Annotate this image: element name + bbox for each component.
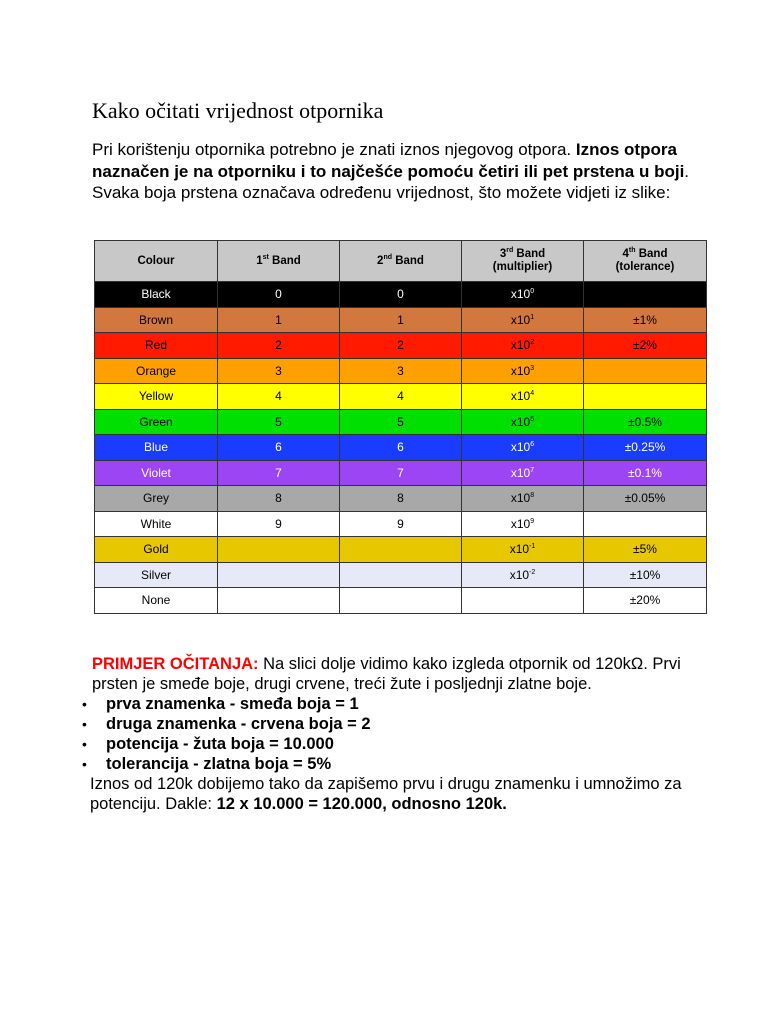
intro-text: Pri korištenju otpornika potrebno je znati iznos njegovog otpora. — [92, 140, 572, 159]
multiplier-cell: $x10^3$ — [462, 358, 584, 384]
multiplier-cell: $x10^4$ — [462, 384, 584, 410]
colour-cell: Yellow — [95, 384, 218, 410]
tolerance-cell: ±0.1% — [584, 460, 707, 486]
band2-cell: 9 — [340, 511, 462, 537]
colour-cell: Gold — [95, 537, 218, 563]
bullet-icon: • — [82, 696, 87, 712]
multiplier-cell: $x10^2$ — [462, 333, 584, 359]
intro-text-end: . Svaka boja prstena označava određenu vrijednost, što možete vidjeti iz slike: — [92, 161, 690, 202]
tolerance-cell — [584, 358, 707, 384]
multiplier-cell: $x10^5$ — [462, 409, 584, 435]
example-section — [82, 654, 692, 814]
band1-cell — [218, 562, 340, 588]
conclusion-text: Iznos od 120k dobijemo tako da zapišemo prvu i drugu znamenku i umnožimo za potenciju. Dakle: — [90, 775, 682, 813]
list-item: • druga znamenka - crvena boja = 2 — [82, 715, 371, 733]
table-row-gold — [95, 537, 707, 563]
list-item: • prva znamenka - smeđa boja = 1 — [82, 695, 359, 713]
multiplier-cell: $x10^{-1}$ — [462, 537, 584, 563]
tolerance-cell: ±20% — [584, 588, 707, 614]
band1-cell: 0 — [218, 282, 340, 308]
tolerance-cell: ±0.5% — [584, 409, 707, 435]
table-row-silver — [95, 562, 707, 588]
table-row-none — [95, 588, 707, 614]
multiplier-cell: $x10^0$ — [462, 282, 584, 308]
band2-cell: 0 — [340, 282, 462, 308]
band1-cell: 8 — [218, 486, 340, 512]
band1-cell — [218, 588, 340, 614]
colour-cell: Green — [95, 409, 218, 435]
band2-cell: 2 — [340, 333, 462, 359]
header-band2: 2nd Band — [340, 241, 462, 282]
conclusion-paragraph — [90, 774, 692, 814]
intro-paragraph — [92, 139, 692, 204]
colour-cell: Violet — [95, 460, 218, 486]
band2-cell: 7 — [340, 460, 462, 486]
band2-cell: 3 — [340, 358, 462, 384]
tolerance-cell: ±10% — [584, 562, 707, 588]
tolerance-cell: ±5% — [584, 537, 707, 563]
band1-cell — [218, 537, 340, 563]
band1-cell: 4 — [218, 384, 340, 410]
bullet-icon: • — [82, 736, 87, 752]
colour-cell: Grey — [95, 486, 218, 512]
tolerance-cell: ±1% — [584, 307, 707, 333]
multiplier-cell: $x10^{-2}$ — [462, 562, 584, 588]
tolerance-cell — [584, 511, 707, 537]
band1-cell: 5 — [218, 409, 340, 435]
band2-cell: 6 — [340, 435, 462, 461]
table-header-row — [95, 241, 707, 282]
table-row-yellow — [95, 384, 707, 410]
header-band4: 4th Band (tolerance) — [584, 241, 707, 282]
band2-cell: 1 — [340, 307, 462, 333]
colour-cell: Black — [95, 282, 218, 308]
header-band3: 3rd Band (multiplier) — [462, 241, 584, 282]
example-list — [82, 694, 692, 774]
band2-cell — [340, 588, 462, 614]
band2-cell: 5 — [340, 409, 462, 435]
table-row-green — [95, 409, 707, 435]
example-text: Na slici dolje vidimo kako izgleda otpornik od 120kΩ. Prvi prsten je smeđe boje, drugi crvene, treći žute i posljednji zlatne boje. — [92, 655, 681, 693]
table-row-blue — [95, 435, 707, 461]
band1-cell: 3 — [218, 358, 340, 384]
header-colour: Colour — [95, 241, 218, 282]
colour-cell: Brown — [95, 307, 218, 333]
tolerance-cell: ±0.05% — [584, 486, 707, 512]
multiplier-cell: $x10^7$ — [462, 460, 584, 486]
table-row-orange — [95, 358, 707, 384]
table-row-black — [95, 282, 707, 308]
table-row-red — [95, 333, 707, 359]
band1-cell: 9 — [218, 511, 340, 537]
tolerance-cell — [584, 384, 707, 410]
band2-cell: 4 — [340, 384, 462, 410]
table-row-white — [95, 511, 707, 537]
band2-cell — [340, 537, 462, 563]
table-row-brown — [95, 307, 707, 333]
tolerance-cell — [584, 282, 707, 308]
colour-cell: Blue — [95, 435, 218, 461]
tolerance-cell: ±0.25% — [584, 435, 707, 461]
resistor-color-code-table — [94, 240, 707, 614]
colour-cell: Red — [95, 333, 218, 359]
multiplier-cell — [462, 588, 584, 614]
list-item: • potencija - žuta boja = 10.000 — [82, 735, 334, 753]
table-body — [95, 282, 707, 614]
list-item: • tolerancija - zlatna boja = 5% — [82, 755, 332, 773]
conclusion-bold: 12 x 10.000 = 120.000, odnosno 120k. — [216, 795, 507, 813]
header-band1: 1st Band — [218, 241, 340, 282]
colour-cell: Orange — [95, 358, 218, 384]
band1-cell: 1 — [218, 307, 340, 333]
colour-cell: White — [95, 511, 218, 537]
multiplier-cell: $x10^6$ — [462, 435, 584, 461]
colour-cell: None — [95, 588, 218, 614]
page-title: Kako očitati vrijednost otpornika — [92, 98, 384, 123]
band1-cell: 2 — [218, 333, 340, 359]
bullet-icon: • — [82, 716, 87, 732]
example-paragraph — [92, 654, 692, 694]
band2-cell: 8 — [340, 486, 462, 512]
colour-cell: Silver — [95, 562, 218, 588]
tolerance-cell: ±2% — [584, 333, 707, 359]
multiplier-cell: $x10^8$ — [462, 486, 584, 512]
band2-cell — [340, 562, 462, 588]
band1-cell: 6 — [218, 435, 340, 461]
band1-cell: 7 — [218, 460, 340, 486]
example-label: PRIMJER OČITANJA: — [92, 655, 259, 673]
bullet-icon: • — [82, 756, 87, 772]
multiplier-cell: $x10^1$ — [462, 307, 584, 333]
table-row-grey — [95, 486, 707, 512]
intro-bold-text: Iznos otpora naznačen je na otporniku i to najčešće pomoću četiri ili pet prstena u boji — [92, 140, 685, 181]
multiplier-cell: $x10^9$ — [462, 511, 584, 537]
table-row-violet — [95, 460, 707, 486]
